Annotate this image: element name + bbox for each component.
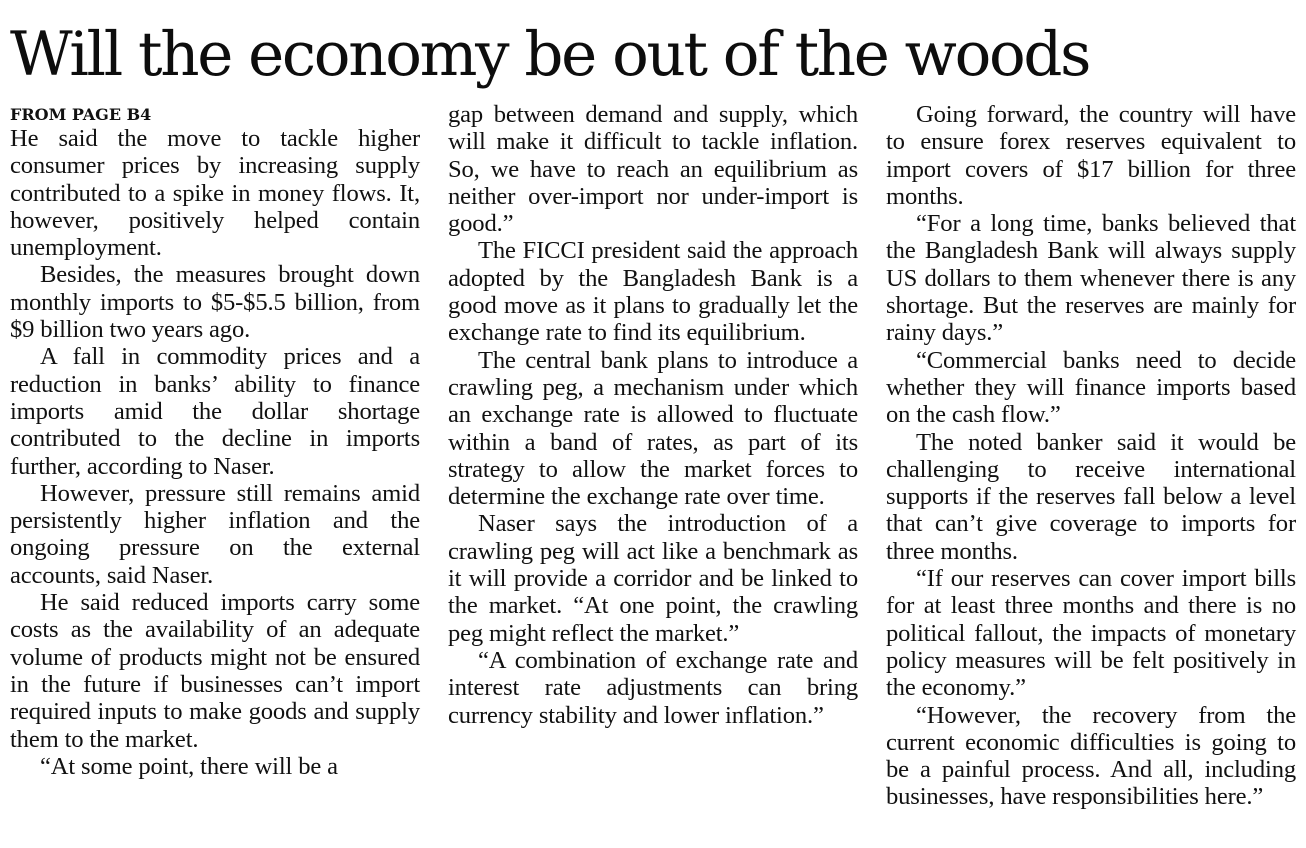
paragraph: “Commercial banks need to decide whether they will finance imports based on the cash flow.” [886,346,1296,429]
paragraph: The central bank plans to introduce a crawling peg, a mechanism under which an exchange rate is allowed to fluctuate within a band of rates, as part of its strategy to allow the market forces to determine the exchange rate over time. [448,346,858,511]
dateline: FROM PAGE B4 [10,105,152,124]
paragraph: Going forward, the country will have to ensure forex reserves equivalent to import covers of $17 billion for three months. [886,101,1296,210]
paragraph: He said the move to tackle higher consumer prices by increasing supply contributed to a spike in money flows. It, however, positively helped contain unemployment. [10,125,420,262]
article-column-1 [10,101,420,780]
paragraph-continued: gap between demand and supply, which will make it difficult to tackle inflation. So, we have to reach an equilibrium as neither over-import nor under-import is good.” [448,101,858,238]
article-column-2 [448,101,858,729]
paragraph: The FICCI president said the approach adopted by the Bangladesh Bank is a good move as it plans to gradually let the exchange rate to find its equilibrium. [448,237,858,347]
paragraph: The noted banker said it would be challenging to receive international supports if the reserves fall below a level that can’t give coverage to imports for three months. [886,428,1296,565]
paragraph: “For a long time, banks believed that the Bangladesh Bank will always supply US dollars to them whenever there is any shortage. But the reserves are mainly for rainy days.” [886,210,1296,347]
paragraph: “A combination of exchange rate and interest rate adjustments can bring currency stability and lower inflation.” [448,646,858,729]
paragraph: “At some point, there will be a [40,752,338,780]
article-column-3 [886,101,1296,811]
paragraph: A fall in commodity prices and a reduction in banks’ ability to finance imports amid the dollar shortage contributed to the decline in imports further, according to Naser. [10,343,420,480]
paragraph: He said reduced imports carry some costs as the availability of an adequate volume of products might not be ensured in the future if businesses can’t import required inputs to make goods and supply them to the market. [10,589,420,753]
paragraph: “If our reserves can cover import bills for at least three months and there is no political fallout, the impacts of monetary policy measures will be felt positively in the economy.” [886,565,1296,702]
paragraph: Naser says the introduction of a crawling peg will act like a benchmark as it will provide a corridor and be linked to the market. “At one point, the crawling peg might reflect the market.” [448,510,858,647]
headline: Will the economy be out of the woods [10,19,1090,90]
paragraph: “However, the recovery from the current economic difficulties is going to be a painful process. And all, including businesses, have responsibilities here.” [886,701,1296,811]
paragraph: However, pressure still remains amid persistently higher inflation and the ongoing pressure on the external accounts, said Naser. [10,479,420,589]
paragraph: Besides, the measures brought down monthly imports to $5-$5.5 billion, from $9 billion two years ago. [10,261,420,344]
